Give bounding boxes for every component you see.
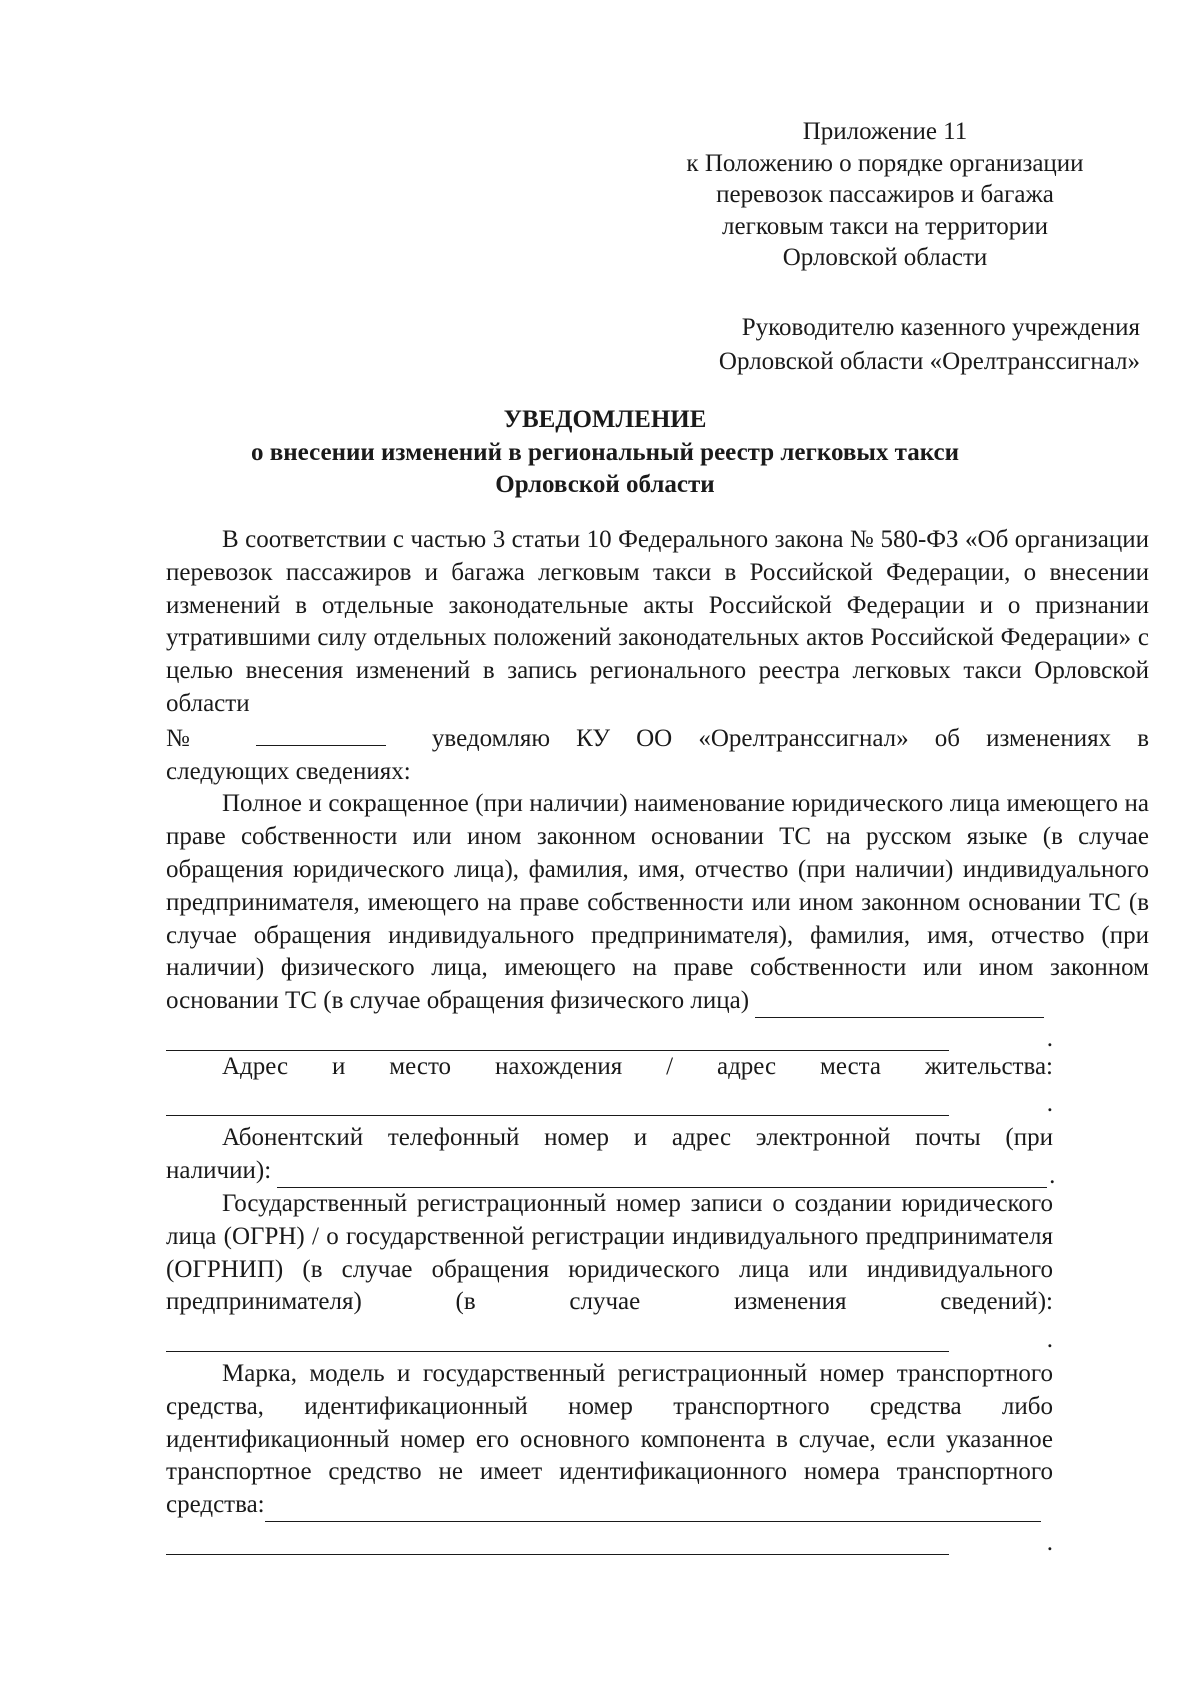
ogrn-field[interactable]	[166, 1319, 1149, 1352]
owner-field-continuation[interactable]	[166, 1018, 1149, 1051]
addressee-block	[640, 311, 1140, 379]
intro-paragraph: В соответствии с частью 3 статьи 10 Федерального закона № 580-ФЗ «Об организации перевозок пассажиров и багажа легковым такси в Российской Федерации, о внесении изменений в отдельные законодательные акты Российской Федерации и о признании утратившими силу отдельных положений законодательных актов Российской Федерации» с целью внесения изменений в запись регионального реестра легковых такси Орловской области	[166, 526, 1149, 717]
phone-line	[166, 1155, 1149, 1188]
appendix-line: легковым такси на территории	[722, 212, 1048, 240]
vehicle-field[interactable]	[265, 1497, 1041, 1522]
address-field[interactable]	[166, 1084, 1149, 1117]
title-subtitle: Орловской области	[495, 471, 715, 498]
number-sign: №	[166, 724, 210, 752]
registry-number-field[interactable]	[256, 721, 386, 746]
intro-number-line	[166, 721, 1149, 756]
title-subtitle: о внесении изменений в региональный реестр легковых такси	[251, 438, 959, 466]
appendix-line: Орловской области	[782, 244, 988, 271]
period: .	[1046, 1024, 1053, 1052]
addressee-line: Орловской области «Орелтранссигнал»	[718, 348, 1140, 375]
period: .	[1049, 1161, 1056, 1189]
appendix-line: перевозок пассажиров и багажа	[716, 181, 1054, 208]
phone-label: Абонентский телефонный номер и адрес электронной почты (при	[222, 1124, 1053, 1152]
document-title	[170, 404, 1040, 502]
title-main: УВЕДОМЛЕНИЕ	[503, 406, 707, 433]
appendix-line: Приложение 11	[802, 118, 968, 145]
appendix-line: к Положению о порядке организации	[686, 149, 1084, 177]
vehicle-last-line	[166, 1489, 1149, 1522]
vehicle-last-text: средства:	[166, 1491, 265, 1519]
vehicle-field-continuation[interactable]	[166, 1522, 1149, 1555]
address-label: Адрес и место нахождения / адрес места жительства:	[222, 1052, 1053, 1080]
owner-last-text: основании ТС (в случае обращения физического лица)	[166, 987, 750, 1015]
addressee-line: Руководителю казенного учреждения	[741, 314, 1140, 341]
ogrn-paragraph: Государственный регистрационный номер записи о создании юридического лица (ОГРН) / о государственной регистрации индивидуального предпринимателя (ОГРНИП) (в случае обращения юридического лица или индивидуального предпринимателя) (в случае изменения сведений):	[166, 1189, 1053, 1316]
owner-field[interactable]	[755, 993, 1044, 1018]
notify-text: уведомляю КУ ОО «Орелтранссигнал» об изменениях в	[431, 724, 1150, 752]
owner-last-line	[166, 985, 1149, 1018]
document-body	[166, 524, 1149, 1555]
owner-paragraph: Полное и сокращенное (при наличии) наименование юридического лица имеющего на праве собственности или ином законном основании ТС на русском языке (в случае обращения юридического лица), фамилия, имя, отчество (при наличии) индивидуального предпринимателя, имеющего на праве собственности или ином законном основании ТС (в случае обращения индивидуального предпринимателя), фамилия, имя, отчество (при наличии) физического лица, имеющего на праве собственности или ином законном	[166, 790, 1149, 982]
period: .	[1046, 1325, 1053, 1353]
period: .	[1046, 1528, 1053, 1556]
vehicle-paragraph: Марка, модель и государственный регистрационный номер транспортного средства, идентификационный номер транспортного средства либо идентификационный номер его основного компонента в случае, если указанное транспортное средство не имеет идентификационного номера транспортного	[166, 1359, 1053, 1486]
phone-label-tail: наличии):	[166, 1157, 272, 1185]
phone-email-field[interactable]	[277, 1163, 1047, 1188]
period: .	[1046, 1090, 1053, 1118]
intro-tail: следующих сведениях:	[166, 757, 411, 785]
appendix-header	[650, 116, 1120, 274]
